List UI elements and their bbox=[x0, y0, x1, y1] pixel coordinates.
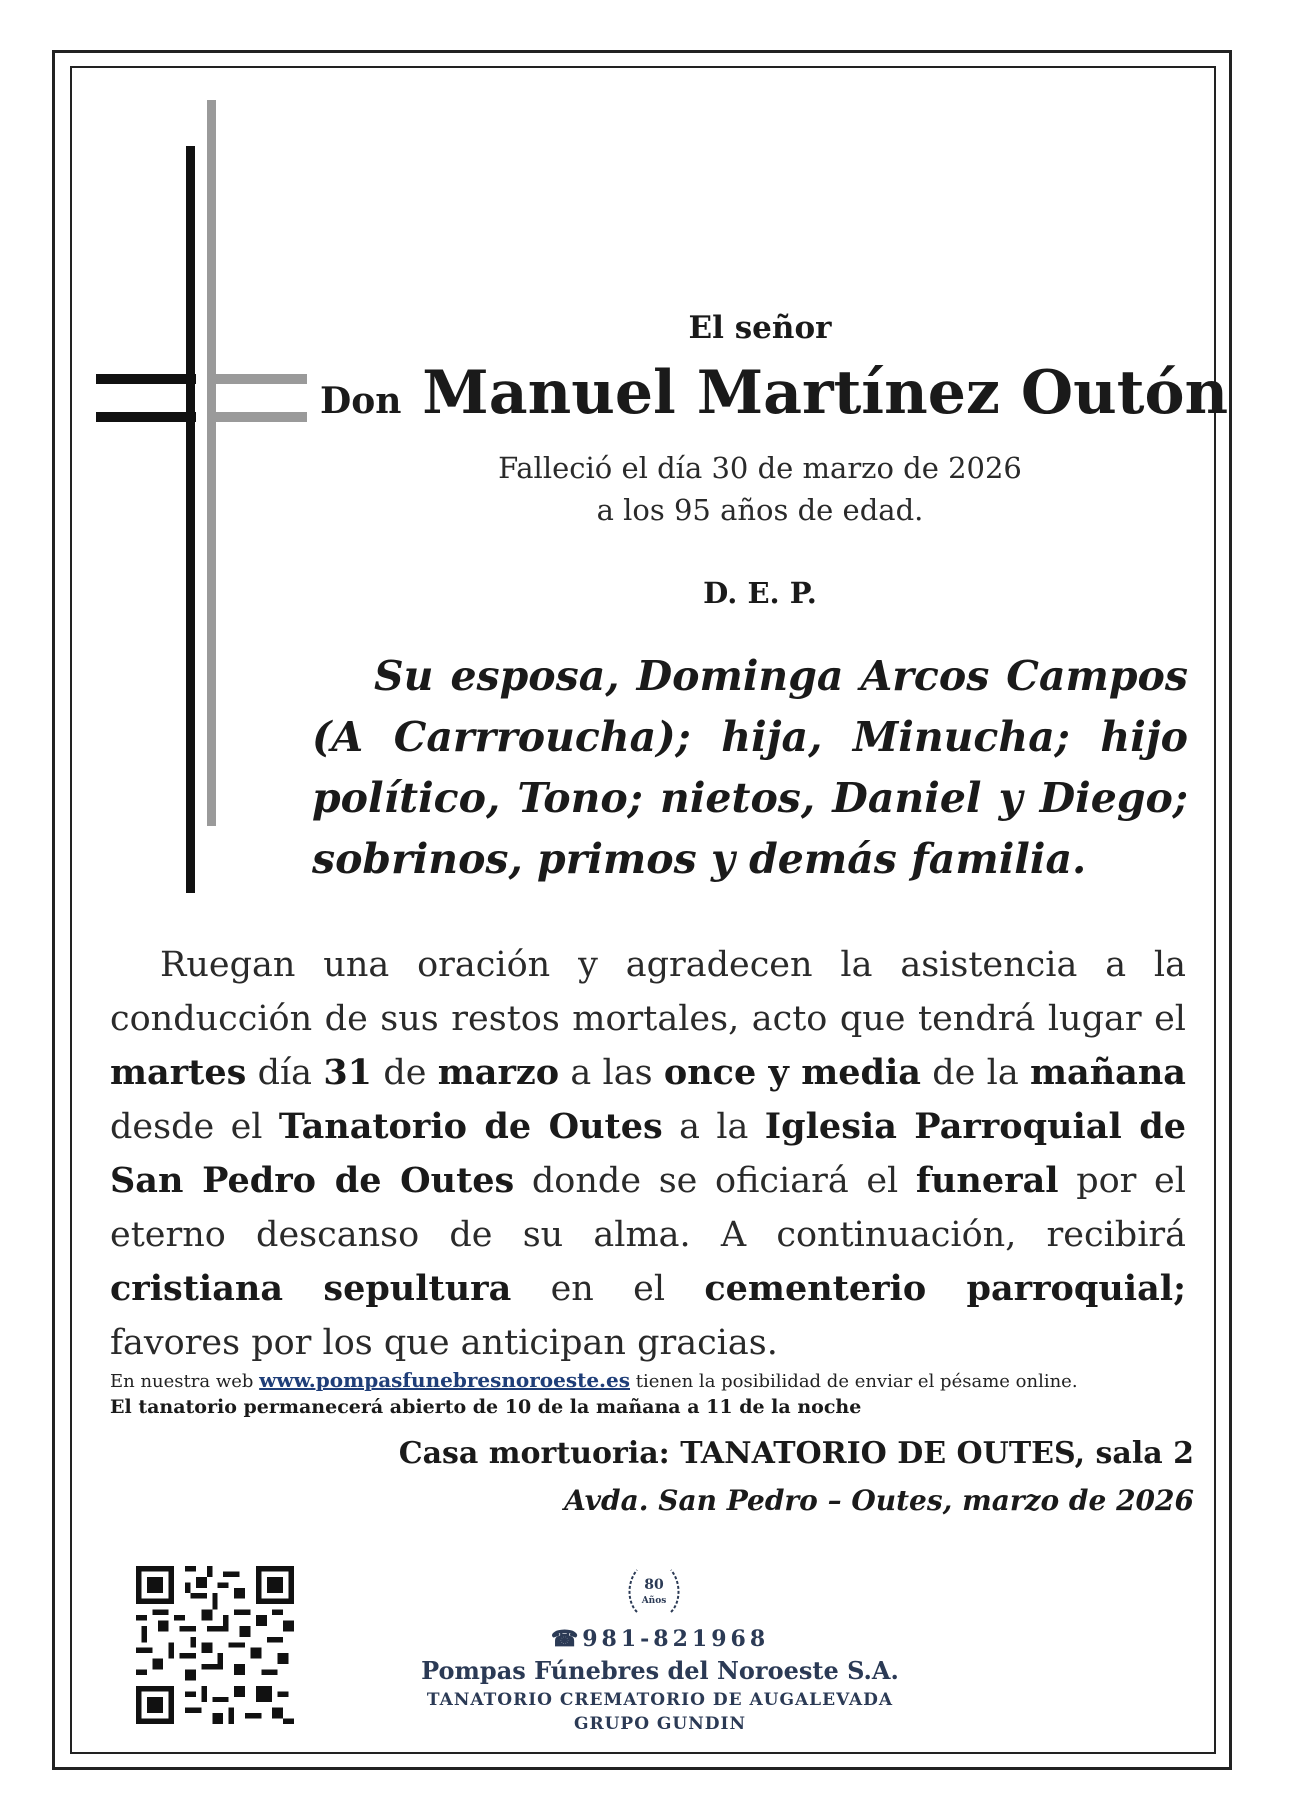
mortuary-location: Casa mortuoria: TANATORIO DE OUTES, sala 2 bbox=[398, 1436, 1194, 1471]
body-bold-time: once y media bbox=[663, 1052, 921, 1093]
web-note-prefix: En nuestra web bbox=[110, 1371, 254, 1392]
body-bold-origin: Tanatorio de Outes bbox=[278, 1106, 663, 1147]
dep-text: D. E. P. bbox=[703, 576, 817, 610]
honorific: El señor bbox=[688, 310, 832, 346]
badge-number: 80 bbox=[644, 1577, 664, 1593]
body-bold-morning: mañana bbox=[1029, 1052, 1186, 1093]
web-note bbox=[110, 1368, 1186, 1392]
badge-text: Años bbox=[641, 1596, 667, 1606]
deceased-name bbox=[320, 358, 1229, 428]
cross-gray-vertical bbox=[207, 100, 216, 826]
body-text-1: Ruegan una oración y agradecen la asistencia a la conducción de sus restos mortales, acto que tendrá lugar el bbox=[110, 945, 1186, 1039]
phone-line bbox=[380, 1626, 940, 1652]
opening-hours: El tanatorio permanecerá abierto de 10 de la mañana a 11 de la noche bbox=[110, 1396, 862, 1418]
website-link[interactable]: www.pompasfunebresnoroeste.es bbox=[259, 1368, 630, 1392]
family-list: Su esposa, Dominga Arcos Campos (A Carrroucha); hija, Minucha; hijo político, Tono; nietos, Daniel y Diego; sobrinos, primos y demás familia. bbox=[312, 652, 1188, 883]
ceremony-paragraph bbox=[110, 938, 1186, 1370]
body-bold-funeral: funeral bbox=[915, 1160, 1059, 1201]
group-name: GRUPO GUNDIN bbox=[573, 1714, 747, 1734]
body-text-2: día bbox=[257, 1053, 313, 1093]
crematorio-name: TANATORIO CREMATORIO DE AUGALEVADA bbox=[426, 1690, 894, 1710]
qr-code-icon bbox=[136, 1566, 294, 1724]
body-text-4: a las bbox=[570, 1053, 653, 1093]
death-date: Falleció el día 30 de marzo de 2026 bbox=[498, 451, 1022, 485]
body-text-10: en el bbox=[550, 1269, 666, 1309]
company-name: Pompas Fúnebres del Noroeste S.A. bbox=[421, 1656, 899, 1685]
cross-black-bar-top bbox=[96, 374, 196, 384]
anniversary-badge-icon bbox=[623, 1562, 685, 1620]
body-bold-day: martes bbox=[110, 1052, 247, 1093]
cross-black-vertical bbox=[186, 146, 195, 893]
body-text-6: desde el bbox=[110, 1107, 263, 1147]
cross-black-bar-bottom bbox=[96, 412, 196, 422]
body-text-9: por el eterno descanso de su alma. A continuación, recibirá bbox=[110, 1161, 1186, 1255]
body-bold-burial: cristiana sepultura bbox=[110, 1268, 512, 1309]
cross-gray-bar-bottom bbox=[207, 412, 307, 422]
body-text-3: de bbox=[383, 1053, 427, 1093]
body-text-8: donde se oficiará el bbox=[531, 1161, 899, 1201]
address-date: Avda. San Pedro – Outes, marzo de 2026 bbox=[564, 1484, 1194, 1517]
deceased-full-name: Manuel Martínez Outón bbox=[422, 358, 1229, 428]
cross-gray-bar-top bbox=[207, 374, 307, 384]
web-note-suffix: tienen la posibilidad de enviar el pésame online. bbox=[635, 1371, 1078, 1392]
body-bold-cemetery: cementerio parroquial; bbox=[704, 1268, 1186, 1309]
body-text-11: favores por los que anticipan gracias. bbox=[110, 1323, 778, 1363]
body-text-5: de la bbox=[932, 1053, 1019, 1093]
body-text-7: a la bbox=[679, 1107, 749, 1147]
phone-number[interactable]: 981-821968 bbox=[582, 1626, 770, 1652]
body-bold-month: marzo bbox=[437, 1052, 560, 1093]
death-age: a los 95 años de edad. bbox=[596, 493, 924, 527]
death-info bbox=[320, 447, 1200, 531]
body-bold-date: 31 bbox=[323, 1052, 373, 1093]
phone-icon: ☎ bbox=[550, 1626, 583, 1652]
don-title: Don bbox=[320, 380, 402, 422]
body-bold-church: Iglesia Parroquial de San Pedro de Outes bbox=[110, 1106, 1186, 1201]
